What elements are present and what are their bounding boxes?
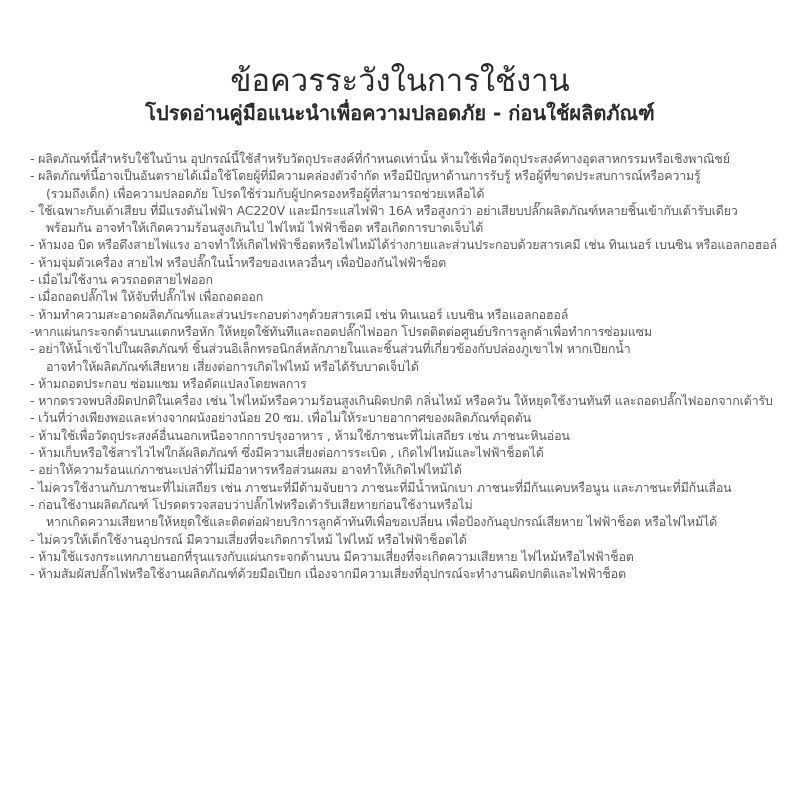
warning-item: - ห้ามสัมผัสปลั๊กไฟหรือใช้งานผลิตภัณฑ์ด้วยมือเปียก เนื่องจากมีความเสี่ยงที่อุปกรณ์จะทำงานผิดปกติและไฟฟ้าช็อต — [30, 566, 626, 582]
warning-item: - ก่อนใช้งานผลิตภัณฑ์ โปรดตรวจสอบว่าปลั๊กไฟหรือเต้ารับเสียหายก่อนใช้งานหรือไม่ — [30, 496, 473, 512]
warning-item: - ห้ามใช้เพื่อวัตถุประสงค์อื่นนอกเหนือจากการปรุงอาหาร , ห้ามใช้ภาชนะที่ไม่เสถียร เช่น ภาชนะหินอ่อน — [30, 427, 570, 443]
warning-item: - ห้ามเก็บหรือใช้สารไวไฟใกล้ผลิตภัณฑ์ ซึ่งมีความเสี่ยงต่อการระเบิด , เกิดไฟไหม้และไฟฟ้าช็อตได้ — [30, 445, 544, 461]
warning-item: -หากแผ่นกระจกด้านบนแตกหรือหัก ให้หยุดใช้ทันทีและถอดปลั๊กไฟออก โปรดติดต่อศูนย์บริการลูกค้าเพื่อทำการซ่อมแซม — [30, 323, 652, 339]
warning-list — [30, 150, 790, 582]
warning-item: - เมื่อถอดปลั๊กไฟ ให้จับที่ปลั๊กไฟ เพื่อถอดออก — [30, 289, 264, 305]
page-title: ข้อควรระวังในการใช้งาน — [230, 63, 570, 99]
warning-continuation-line: อาจทำให้ผลิตภัณฑ์เสียหาย เสี่ยงต่อการเกิดไฟไหม้ หรือได้รับบาดเจ็บได้ — [46, 358, 419, 374]
warning-item: - อย่าให้ความร้อนแก่ภาชนะเปล่าที่ไม่มีอาหารหรือส่วนผสม อาจทำให้เกิดไฟไหม้ได้ — [30, 462, 462, 478]
page-subtitle: โปรดอ่านคู่มือแนะนำเพื่อความปลอดภัย - ก่อนใช้ผลิตภัณฑ์ — [145, 101, 655, 125]
warning-continuation-line: พร้อมกัน อาจทำให้เกิดความร้อนสูงเกินไป ไฟไหม้ ไฟฟ้าช็อต หรือเกิดการบาดเจ็บได้ — [46, 220, 484, 236]
warning-item: - หากตรวจพบสิ่งผิดปกติในเครื่อง เช่น ไฟไหม้หรือความร้อนสูงเกินผิดปกติ กลิ่นไหม้ หรือควัน ให้หยุดใช้งานทันที และถอดปลั๊กไฟออกจากเต้ารับ — [30, 393, 773, 409]
warning-item: - ห้ามทำความสะอาดผลิตภัณฑ์และส่วนประกอบต่างๆด้วยสารเคมี เช่น ทินเนอร์ เบนซิน หรือแอลกอฮอล์ — [30, 306, 569, 322]
warning-item: - ห้ามถอดประกอบ ซ่อมแซม หรือดัดแปลงโดยพลการ — [30, 375, 307, 391]
warning-item: - ไม่ควรให้เด็กใช้งานอุปกรณ์ มีความเสี่ยงที่จะเกิดการไหม้ ไฟไหม้ หรือไฟฟ้าช็อตได้ — [30, 531, 467, 547]
warning-continuation-line: (รวมถึงเด็ก) เพื่อความปลอดภัย โปรดใช้ร่วมกับผู้ปกครองหรือผู้ที่สามารถช่วยเหลือได้ — [46, 185, 485, 201]
warning-item: - ห้ามจุ่มตัวเครื่อง สายไฟ หรือปลั๊กในน้ำหรือของเหลวอื่นๆ เพื่อป้องกันไฟฟ้าช็อต — [30, 254, 447, 270]
warning-continuation-line: หากเกิดความเสียหายให้หยุดใช้และติดต่อฝ่ายบริการลูกค้าทันทีเพื่อขอเปลี่ยน เพื่อป้องกันอุปกรณ์เสียหาย ไฟฟ้าช็อต หรือไฟไหม้ได้ — [46, 514, 718, 530]
warning-item: - ผลิตภัณฑ์นี้สำหรับใช้ในบ้าน อุปกรณ์นี้ใช้สำหรับวัตถุประสงค์ที่กำหนดเท่านั้น ห้ามใช้เพื่อวัตถุประสงค์ทางอุตสาหกรรมหรือเชิงพาณิชย์ — [30, 151, 730, 166]
warning-item: - อย่าให้น้ำเข้าไปในผลิตภัณฑ์ ชิ้นส่วนอิเล็กทรอนิกส์หลักภายในและชิ้นส่วนที่เกี่ยวข้องกับปล่องภูเขาไฟ หากเปียกน้ำ — [30, 341, 631, 357]
warning-item: - เมื่อไม่ใช้งาน ควรถอดสายไฟออก — [30, 272, 213, 288]
warning-item: - ไม่ควรใช้งานกับภาชนะที่ไม่เสถียร เช่น ภาชนะที่มีด้ามจับยาว ภาชนะที่มีน้ำหนักเบา ภาชนะที่มีก้นแคบหรือนูน และภาชนะที่มีก้นเลื่อน — [30, 479, 732, 495]
warning-item: - ผลิตภัณฑ์นี้อาจเป็นอันตรายได้เมื่อใช้โดยผู้ที่มีความคล่องตัวจำกัด หรือมีปัญหาด้านการรับรู้ หรือผู้ที่ขาดประสบการณ์หรือความรู้ — [30, 168, 701, 184]
warning-item: - ห้ามงอ บิด หรือดึงสายไฟแรง อาจทำให้เกิดไฟฟ้าช็อตหรือไฟไหม้ได้ร่างกายและส่วนประกอบด้วยสารเคมี เช่น ทินเนอร์ เบนซิน หรือแอลกอฮอล์ — [30, 237, 777, 253]
warning-item: - เว้นที่ว่างเพียงพอและห่างจากผนังอย่างน้อย 20 ซม. เพื่อไม่ให้ระบายอากาศของผลิตภัณฑ์อุดตัน — [30, 410, 531, 426]
warning-item: - ห้ามใช้แรงกระแทกภายนอกที่รุนแรงกับแผ่นกระจกด้านบน มีความเสี่ยงที่จะเกิดความเสียหาย ไฟไหม้หรือไฟฟ้าช็อต — [30, 548, 634, 564]
warning-item: - ใช้เฉพาะกับเต้าเสียบ ที่มีแรงดันไฟฟ้า AC220V และมีกระแสไฟฟ้า 16A หรือสูงกว่า อย่าเสียบปลั๊กผลิตภัณฑ์หลายชิ้นเข้ากับเต้ารับเดียว — [30, 202, 738, 218]
